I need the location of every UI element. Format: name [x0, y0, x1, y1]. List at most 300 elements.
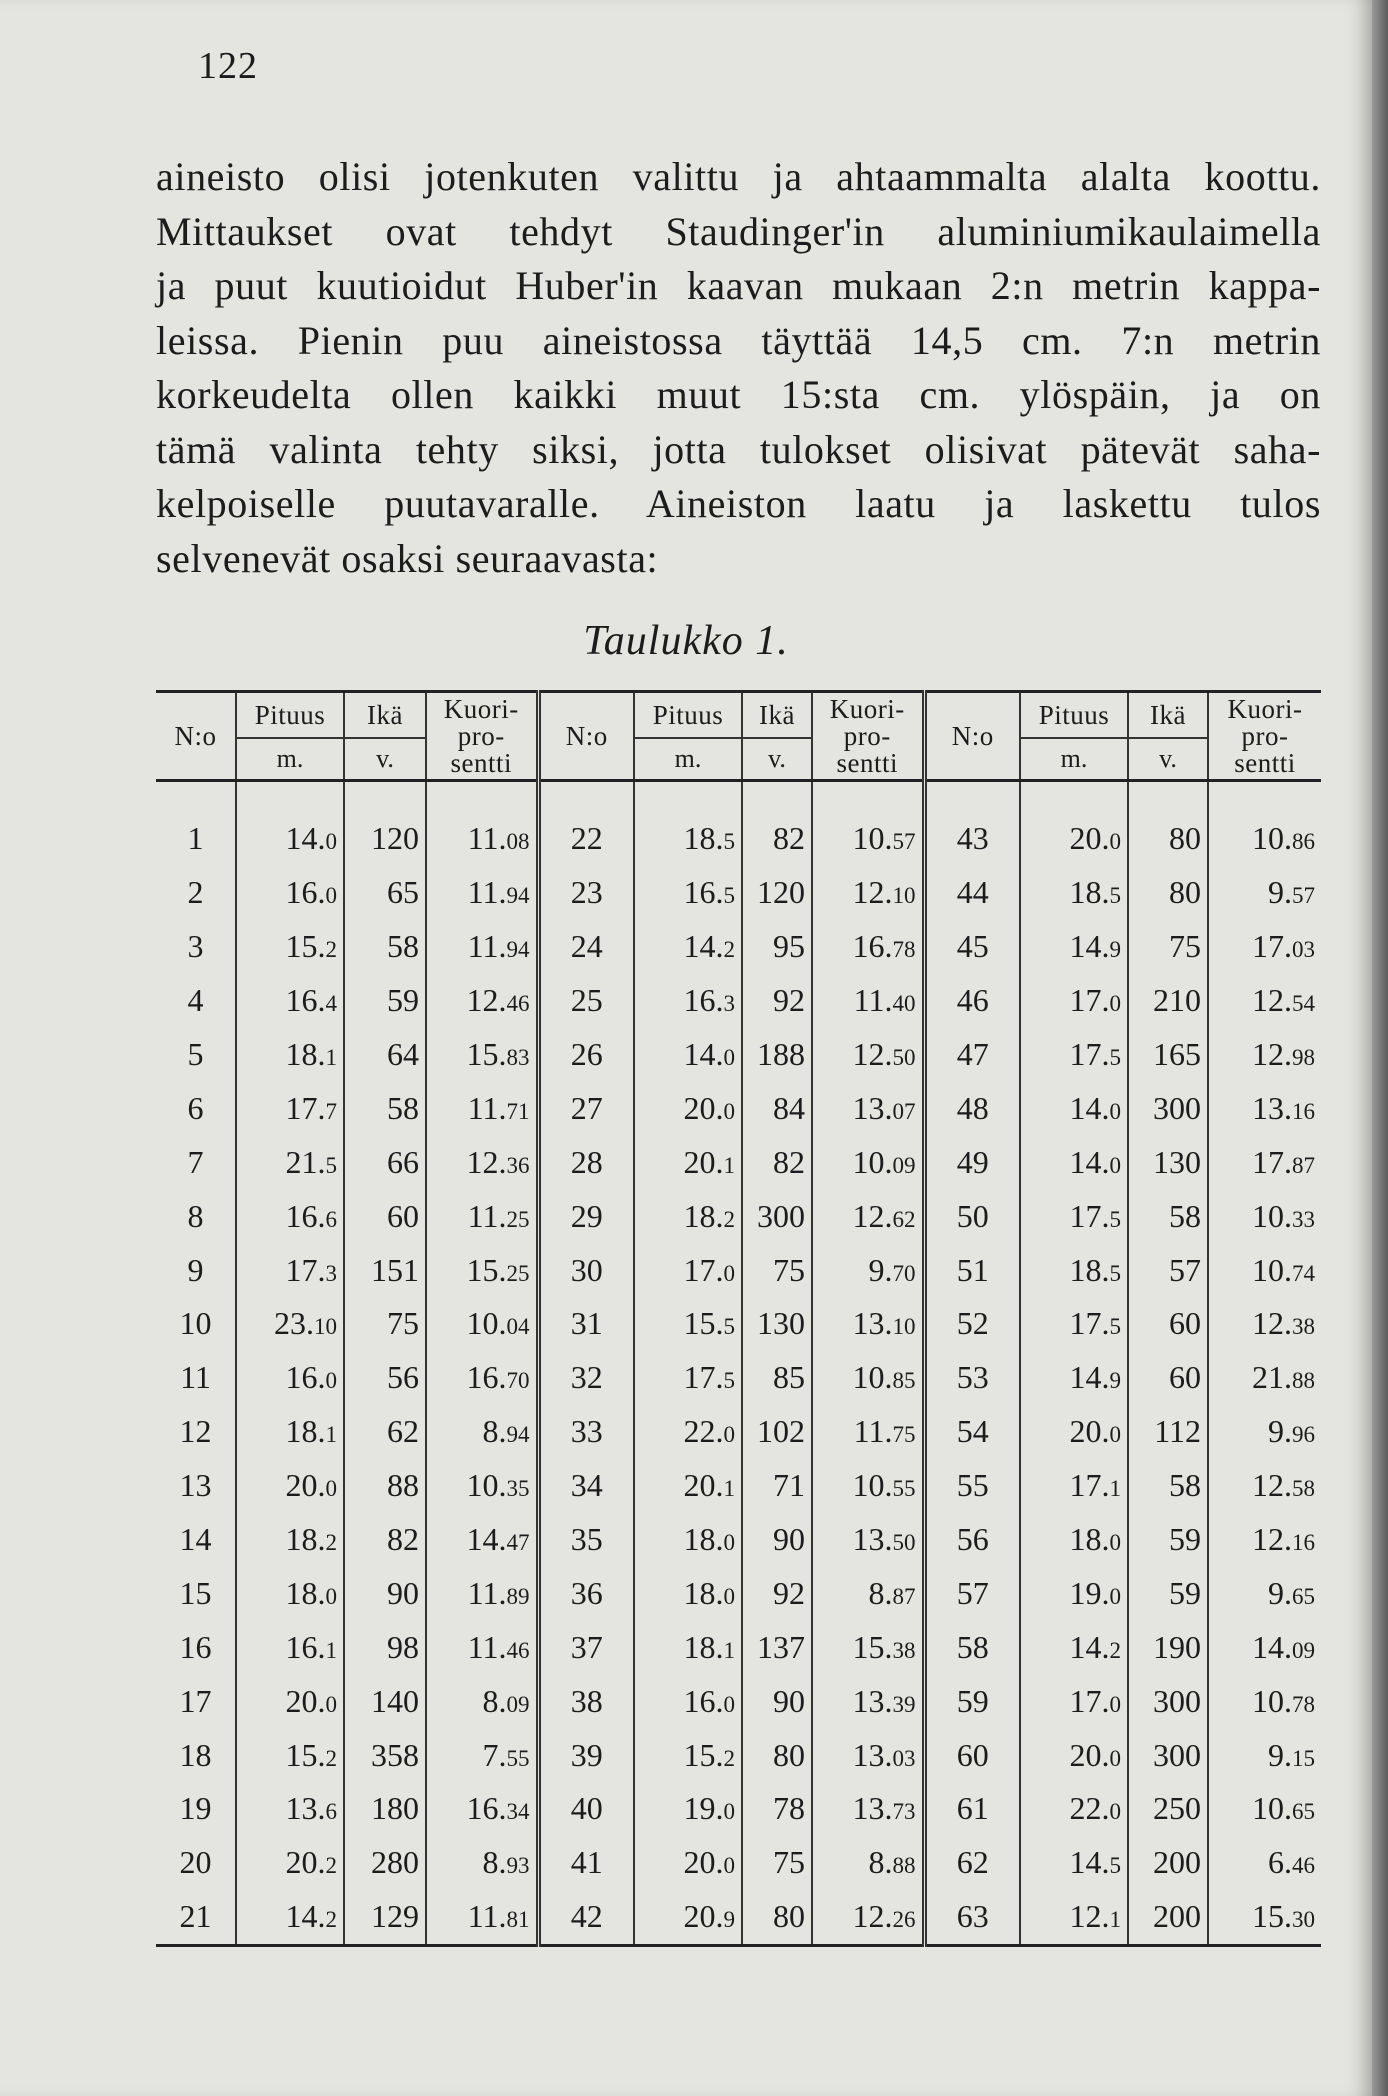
bark-percent-value: 12.38 — [1208, 1297, 1321, 1351]
age-value: 82 — [344, 1513, 426, 1567]
age-value: 112 — [1128, 1405, 1208, 1459]
header-no: N:o — [538, 692, 634, 781]
tree-number: 9 — [187, 1251, 204, 1288]
length-value: 16.5 — [634, 866, 742, 920]
bark-percent-value: 13.10 — [812, 1297, 924, 1351]
tree-number: 15 — [179, 1574, 212, 1611]
length-value: 17.5 — [1020, 1297, 1128, 1351]
tree-number: 43 — [924, 812, 1020, 866]
tree-number: 50 — [924, 1189, 1020, 1243]
table-row — [156, 1836, 1321, 1890]
length-value: 16.3 — [634, 974, 742, 1028]
age-value: 250 — [1128, 1782, 1208, 1836]
bark-percent-value: 16.70 — [426, 1351, 538, 1405]
age-value: 80 — [1128, 866, 1208, 920]
paragraph-line: Mittaukset ovat tehdyt Staudinger'in aluminiumikaulaimella — [156, 208, 1321, 254]
header-kuori-part: Kuori- — [829, 693, 905, 724]
length-value: 18.5 — [1020, 866, 1128, 920]
age-value: 300 — [1128, 1674, 1208, 1728]
bark-percent-value: 11.94 — [426, 866, 538, 920]
age-value: 88 — [344, 1459, 426, 1513]
bark-percent-value: 7.55 — [426, 1728, 538, 1782]
length-value: 18.5 — [634, 812, 742, 866]
age-value: 98 — [344, 1620, 426, 1674]
tree-number: 44 — [924, 866, 1020, 920]
bark-percent-value: 8.94 — [426, 1405, 538, 1459]
length-value: 19.0 — [634, 1782, 742, 1836]
tree-number: 49 — [924, 1135, 1020, 1189]
bark-percent-value: 12.10 — [812, 866, 924, 920]
header-no: N:o — [156, 692, 236, 781]
tree-number: 45 — [924, 920, 1020, 974]
page-number: 122 — [198, 45, 258, 87]
table-row — [156, 974, 1321, 1028]
age-value: 59 — [1128, 1566, 1208, 1620]
age-value: 90 — [742, 1674, 812, 1728]
bark-percent-value: 11.08 — [426, 812, 538, 866]
tree-number: 14 — [179, 1521, 212, 1558]
tree-number: 46 — [924, 974, 1020, 1028]
bark-percent-value: 12.98 — [1208, 1028, 1321, 1082]
age-value: 60 — [1128, 1351, 1208, 1405]
bark-percent-value: 17.03 — [1208, 920, 1321, 974]
bark-percent-value: 11.40 — [812, 974, 924, 1028]
age-value: 75 — [742, 1243, 812, 1297]
age-value: 64 — [344, 1028, 426, 1082]
tree-number: 22 — [538, 812, 634, 866]
tree-number: 38 — [538, 1674, 634, 1728]
bark-percent-value: 10.35 — [426, 1459, 538, 1513]
tree-number: 35 — [538, 1513, 634, 1567]
header-ika: Ikä — [1128, 692, 1208, 739]
table-row — [156, 1674, 1321, 1728]
tree-number: 23 — [538, 866, 634, 920]
age-value: 120 — [344, 812, 426, 866]
bark-percent-value: 10.86 — [1208, 812, 1321, 866]
tree-number: 24 — [538, 920, 634, 974]
bark-percent-value: 11.94 — [426, 920, 538, 974]
header-pituus: Pituus — [236, 692, 344, 739]
header-ika: Ikä — [344, 692, 426, 739]
tree-number: 4 — [187, 982, 204, 1019]
header-pituus: Pituus — [1020, 692, 1128, 739]
data-table — [156, 690, 1321, 1947]
bark-percent-value: 14.09 — [1208, 1620, 1321, 1674]
age-value: 90 — [742, 1513, 812, 1567]
age-value: 120 — [742, 866, 812, 920]
length-value: 14.9 — [1020, 1351, 1128, 1405]
table-row — [156, 1513, 1321, 1567]
length-value: 16.0 — [236, 1351, 344, 1405]
age-value: 200 — [1128, 1890, 1208, 1945]
bark-percent-value: 12.62 — [812, 1189, 924, 1243]
tree-number: 58 — [924, 1620, 1020, 1674]
length-value: 12.1 — [1020, 1890, 1128, 1945]
tree-number: 6 — [187, 1089, 204, 1126]
bark-percent-value: 13.73 — [812, 1782, 924, 1836]
tree-number: 3 — [187, 928, 204, 965]
bark-percent-value: 9.65 — [1208, 1566, 1321, 1620]
table-body — [156, 812, 1321, 1945]
tree-number: 33 — [538, 1405, 634, 1459]
age-value: 188 — [742, 1028, 812, 1082]
table-row — [156, 1459, 1321, 1513]
bark-percent-value: 15.38 — [812, 1620, 924, 1674]
length-value: 18.1 — [236, 1405, 344, 1459]
header-kuoriprosentti — [426, 692, 538, 781]
length-value: 17.0 — [634, 1243, 742, 1297]
age-value: 129 — [344, 1890, 426, 1945]
age-value: 75 — [344, 1297, 426, 1351]
age-value: 137 — [742, 1620, 812, 1674]
bark-percent-value: 21.88 — [1208, 1351, 1321, 1405]
length-value: 14.0 — [634, 1028, 742, 1082]
bark-percent-value: 8.88 — [812, 1836, 924, 1890]
header-ika-unit: v. — [344, 738, 426, 781]
header-kuoriprosentti — [1208, 692, 1321, 781]
tree-number: 63 — [924, 1890, 1020, 1945]
age-value: 280 — [344, 1836, 426, 1890]
tree-number: 5 — [187, 1036, 204, 1072]
tree-number: 18 — [179, 1736, 212, 1773]
length-value: 22.0 — [634, 1405, 742, 1459]
tree-number: 28 — [538, 1135, 634, 1189]
length-value: 20.2 — [236, 1836, 344, 1890]
age-value: 90 — [344, 1566, 426, 1620]
length-value: 19.0 — [1020, 1566, 1128, 1620]
age-value: 300 — [1128, 1081, 1208, 1135]
age-value: 60 — [344, 1189, 426, 1243]
tree-number: 41 — [538, 1836, 634, 1890]
age-value: 82 — [742, 1135, 812, 1189]
bark-percent-value: 10.65 — [1208, 1782, 1321, 1836]
header-pituus-unit: m. — [1020, 738, 1128, 781]
length-value: 18.1 — [634, 1620, 742, 1674]
bark-percent-value: 13.03 — [812, 1728, 924, 1782]
tree-number: 56 — [924, 1513, 1020, 1567]
age-value: 65 — [344, 866, 426, 920]
table-row — [156, 1028, 1321, 1082]
header-no: N:o — [924, 692, 1020, 781]
length-value: 16.0 — [634, 1674, 742, 1728]
tree-number: 39 — [538, 1728, 634, 1782]
length-value: 18.0 — [236, 1566, 344, 1620]
age-value: 82 — [742, 812, 812, 866]
paragraph-line: selvenevät osaksi seuraavasta: — [156, 535, 659, 581]
tree-number: 26 — [538, 1028, 634, 1082]
bark-percent-value: 10.33 — [1208, 1189, 1321, 1243]
bark-percent-value: 11.89 — [426, 1566, 538, 1620]
tree-number: 55 — [924, 1459, 1020, 1513]
table-row — [156, 1728, 1321, 1782]
bark-percent-value: 10.04 — [426, 1297, 538, 1351]
table-title: Taulukko 1. — [583, 618, 789, 664]
table-row — [156, 812, 1321, 866]
length-value: 15.5 — [634, 1297, 742, 1351]
bark-percent-value: 15.30 — [1208, 1890, 1321, 1945]
bark-percent-value: 17.87 — [1208, 1135, 1321, 1189]
length-value: 14.2 — [634, 920, 742, 974]
header-kuori-part: pro- — [843, 720, 891, 751]
length-value: 14.2 — [236, 1890, 344, 1945]
bark-percent-value: 16.78 — [812, 920, 924, 974]
bark-percent-value: 11.81 — [426, 1890, 538, 1945]
tree-number: 16 — [179, 1628, 212, 1665]
bark-percent-value: 15.83 — [426, 1028, 538, 1082]
tree-number: 61 — [924, 1782, 1020, 1836]
bark-percent-value: 11.71 — [426, 1081, 538, 1135]
tree-number: 19 — [179, 1790, 212, 1827]
bark-percent-value: 11.75 — [812, 1405, 924, 1459]
length-value: 18.1 — [236, 1028, 344, 1082]
bark-percent-value: 11.25 — [426, 1189, 538, 1243]
tree-number: 32 — [538, 1351, 634, 1405]
length-value: 20.0 — [634, 1836, 742, 1890]
age-value: 60 — [1128, 1297, 1208, 1351]
tree-number: 17 — [179, 1682, 212, 1719]
length-value: 17.5 — [634, 1351, 742, 1405]
tree-number: 31 — [538, 1297, 634, 1351]
length-value: 16.4 — [236, 974, 344, 1028]
table-row — [156, 1620, 1321, 1674]
bark-percent-value: 8.87 — [812, 1566, 924, 1620]
age-value: 300 — [1128, 1728, 1208, 1782]
length-value: 20.0 — [236, 1459, 344, 1513]
bark-percent-value: 12.50 — [812, 1028, 924, 1082]
tree-number: 53 — [924, 1351, 1020, 1405]
tree-number: 1 — [187, 820, 204, 857]
bark-percent-value: 10.55 — [812, 1459, 924, 1513]
body-paragraph — [156, 150, 1321, 586]
header-pituus: Pituus — [634, 692, 742, 739]
age-value: 57 — [1128, 1243, 1208, 1297]
length-value: 22.0 — [1020, 1782, 1128, 1836]
bark-percent-value: 10.09 — [812, 1135, 924, 1189]
length-value: 18.2 — [634, 1189, 742, 1243]
age-value: 130 — [1128, 1135, 1208, 1189]
age-value: 92 — [742, 974, 812, 1028]
bark-percent-value: 10.78 — [1208, 1674, 1321, 1728]
header-kuori-part: pro- — [1241, 720, 1289, 751]
age-value: 66 — [344, 1135, 426, 1189]
age-value: 358 — [344, 1728, 426, 1782]
header-kuori-part: pro- — [457, 720, 505, 751]
tree-number: 37 — [538, 1620, 634, 1674]
bark-percent-value: 12.16 — [1208, 1513, 1321, 1567]
tree-number: 40 — [538, 1782, 634, 1836]
header-kuori-part: Kuori- — [443, 693, 519, 724]
length-value: 13.6 — [236, 1782, 344, 1836]
length-value: 23.10 — [236, 1297, 344, 1351]
bark-percent-value: 13.16 — [1208, 1081, 1321, 1135]
tree-number: 36 — [538, 1566, 634, 1620]
length-value: 17.7 — [236, 1081, 344, 1135]
table-row — [156, 1351, 1321, 1405]
table-row — [156, 1782, 1321, 1836]
paragraph-line: kelpoiselle puutavaralle. Aineiston laatu ja laskettu tulos — [156, 481, 1321, 526]
table-row — [156, 1566, 1321, 1620]
length-value: 17.3 — [236, 1243, 344, 1297]
header-kuori-part: sentti — [1234, 747, 1296, 778]
age-value: 58 — [1128, 1189, 1208, 1243]
length-value: 14.2 — [1020, 1620, 1128, 1674]
length-value: 17.1 — [1020, 1459, 1128, 1513]
tree-number: 59 — [924, 1674, 1020, 1728]
length-value: 20.0 — [1020, 812, 1128, 866]
length-value: 14.5 — [1020, 1836, 1128, 1890]
length-value: 17.0 — [1020, 974, 1128, 1028]
age-value: 95 — [742, 920, 812, 974]
tree-number: 27 — [538, 1081, 634, 1135]
age-value: 210 — [1128, 974, 1208, 1028]
length-value: 15.2 — [634, 1728, 742, 1782]
age-value: 62 — [344, 1405, 426, 1459]
tree-number: 8 — [187, 1197, 204, 1234]
tree-number: 25 — [538, 974, 634, 1028]
header-kuoriprosentti — [812, 692, 924, 781]
table-row — [156, 1135, 1321, 1189]
length-value: 17.5 — [1020, 1028, 1128, 1082]
bark-percent-value: 13.50 — [812, 1513, 924, 1567]
length-value: 20.0 — [634, 1081, 742, 1135]
table-row — [156, 1189, 1321, 1243]
bark-percent-value: 8.09 — [426, 1674, 538, 1728]
bark-percent-value: 13.07 — [812, 1081, 924, 1135]
table-row — [156, 1297, 1321, 1351]
header-ika-unit: v. — [1128, 738, 1208, 781]
tree-number: 7 — [187, 1143, 204, 1180]
age-value: 165 — [1128, 1028, 1208, 1082]
age-value: 75 — [1128, 920, 1208, 974]
age-value: 56 — [344, 1351, 426, 1405]
table-row — [156, 866, 1321, 920]
bark-percent-value: 12.36 — [426, 1135, 538, 1189]
bark-percent-value: 13.39 — [812, 1674, 924, 1728]
length-value: 18.2 — [236, 1513, 344, 1567]
length-value: 18.5 — [1020, 1243, 1128, 1297]
header-kuori-part: Kuori- — [1227, 693, 1303, 724]
bark-percent-value: 10.74 — [1208, 1243, 1321, 1297]
length-value: 20.0 — [236, 1674, 344, 1728]
tree-number: 42 — [538, 1890, 634, 1945]
age-value: 78 — [742, 1782, 812, 1836]
bark-percent-value: 9.15 — [1208, 1728, 1321, 1782]
header-ika-unit: v. — [742, 738, 812, 781]
tree-number: 52 — [924, 1297, 1020, 1351]
bark-percent-value: 9.96 — [1208, 1405, 1321, 1459]
table-row — [156, 1405, 1321, 1459]
bark-percent-value: 9.57 — [1208, 866, 1321, 920]
age-value: 71 — [742, 1459, 812, 1513]
tree-number: 20 — [179, 1844, 212, 1881]
length-value: 20.0 — [1020, 1728, 1128, 1782]
length-value: 16.6 — [236, 1189, 344, 1243]
age-value: 59 — [344, 974, 426, 1028]
tree-number: 34 — [538, 1459, 634, 1513]
tree-number: 30 — [538, 1243, 634, 1297]
length-value: 16.1 — [236, 1620, 344, 1674]
bark-percent-value: 11.46 — [426, 1620, 538, 1674]
paragraph-line: korkeudelta ollen kaikki muut 15:sta cm. ylöspäin, ja on — [156, 372, 1321, 417]
age-value: 200 — [1128, 1836, 1208, 1890]
header-kuori-part: sentti — [450, 747, 512, 778]
age-value: 58 — [344, 920, 426, 974]
bark-percent-value: 16.34 — [426, 1782, 538, 1836]
header-pituus-unit: m. — [236, 738, 344, 781]
age-value: 85 — [742, 1351, 812, 1405]
header-kuori-part: sentti — [836, 747, 898, 778]
length-value: 20.1 — [634, 1459, 742, 1513]
bark-percent-value: 10.85 — [812, 1351, 924, 1405]
tree-number: 47 — [924, 1028, 1020, 1082]
bark-percent-value: 15.25 — [426, 1243, 538, 1297]
table-row — [156, 1890, 1321, 1945]
age-value: 80 — [742, 1728, 812, 1782]
bark-percent-value: 14.47 — [426, 1513, 538, 1567]
age-value: 140 — [344, 1674, 426, 1728]
age-value: 75 — [742, 1836, 812, 1890]
table-row — [156, 1243, 1321, 1297]
page-edge — [1372, 0, 1388, 2096]
length-value: 20.9 — [634, 1890, 742, 1945]
bark-percent-value: 10.57 — [812, 812, 924, 866]
length-value: 18.0 — [1020, 1513, 1128, 1567]
length-value: 17.5 — [1020, 1189, 1128, 1243]
tree-number: 62 — [924, 1836, 1020, 1890]
length-value: 20.0 — [1020, 1405, 1128, 1459]
age-value: 92 — [742, 1566, 812, 1620]
age-value: 151 — [344, 1243, 426, 1297]
length-value: 14.0 — [1020, 1081, 1128, 1135]
length-value: 18.0 — [634, 1566, 742, 1620]
header-ika: Ikä — [742, 692, 812, 739]
bark-percent-value: 12.46 — [426, 974, 538, 1028]
tree-number: 48 — [924, 1081, 1020, 1135]
age-value: 130 — [742, 1297, 812, 1351]
age-value: 84 — [742, 1081, 812, 1135]
paragraph-line: tämä valinta tehty siksi, jotta tulokset olisivat pätevät saha- — [156, 426, 1321, 472]
tree-number: 11 — [180, 1359, 211, 1396]
length-value: 21.5 — [236, 1135, 344, 1189]
paragraph-line: ja puut kuutioidut Huber'in kaavan mukaan 2:n metrin kappa- — [156, 263, 1321, 308]
tree-number: 54 — [924, 1405, 1020, 1459]
paragraph-line: leissa. Pienin puu aineistossa täyttää 14,5 cm. 7:n metrin — [156, 317, 1321, 363]
bark-percent-value: 9.70 — [812, 1243, 924, 1297]
bark-percent-value: 6.46 — [1208, 1836, 1321, 1890]
age-value: 190 — [1128, 1620, 1208, 1674]
length-value: 20.1 — [634, 1135, 742, 1189]
table-row — [156, 920, 1321, 974]
bark-percent-value: 8.93 — [426, 1836, 538, 1890]
length-value: 14.9 — [1020, 920, 1128, 974]
tree-number: 21 — [156, 1890, 236, 1945]
age-value: 80 — [1128, 812, 1208, 866]
age-value: 58 — [344, 1081, 426, 1135]
table-row — [156, 1081, 1321, 1135]
length-value: 15.2 — [236, 1728, 344, 1782]
age-value: 59 — [1128, 1513, 1208, 1567]
age-value: 58 — [1128, 1459, 1208, 1513]
age-value: 180 — [344, 1782, 426, 1836]
age-value: 102 — [742, 1405, 812, 1459]
bark-percent-value: 12.58 — [1208, 1459, 1321, 1513]
length-value: 14.0 — [1020, 1135, 1128, 1189]
header-pituus-unit: m. — [634, 738, 742, 781]
tree-number: 57 — [924, 1566, 1020, 1620]
tree-number: 60 — [924, 1728, 1020, 1782]
length-value: 16.0 — [236, 866, 344, 920]
tree-number: 10 — [179, 1305, 212, 1342]
